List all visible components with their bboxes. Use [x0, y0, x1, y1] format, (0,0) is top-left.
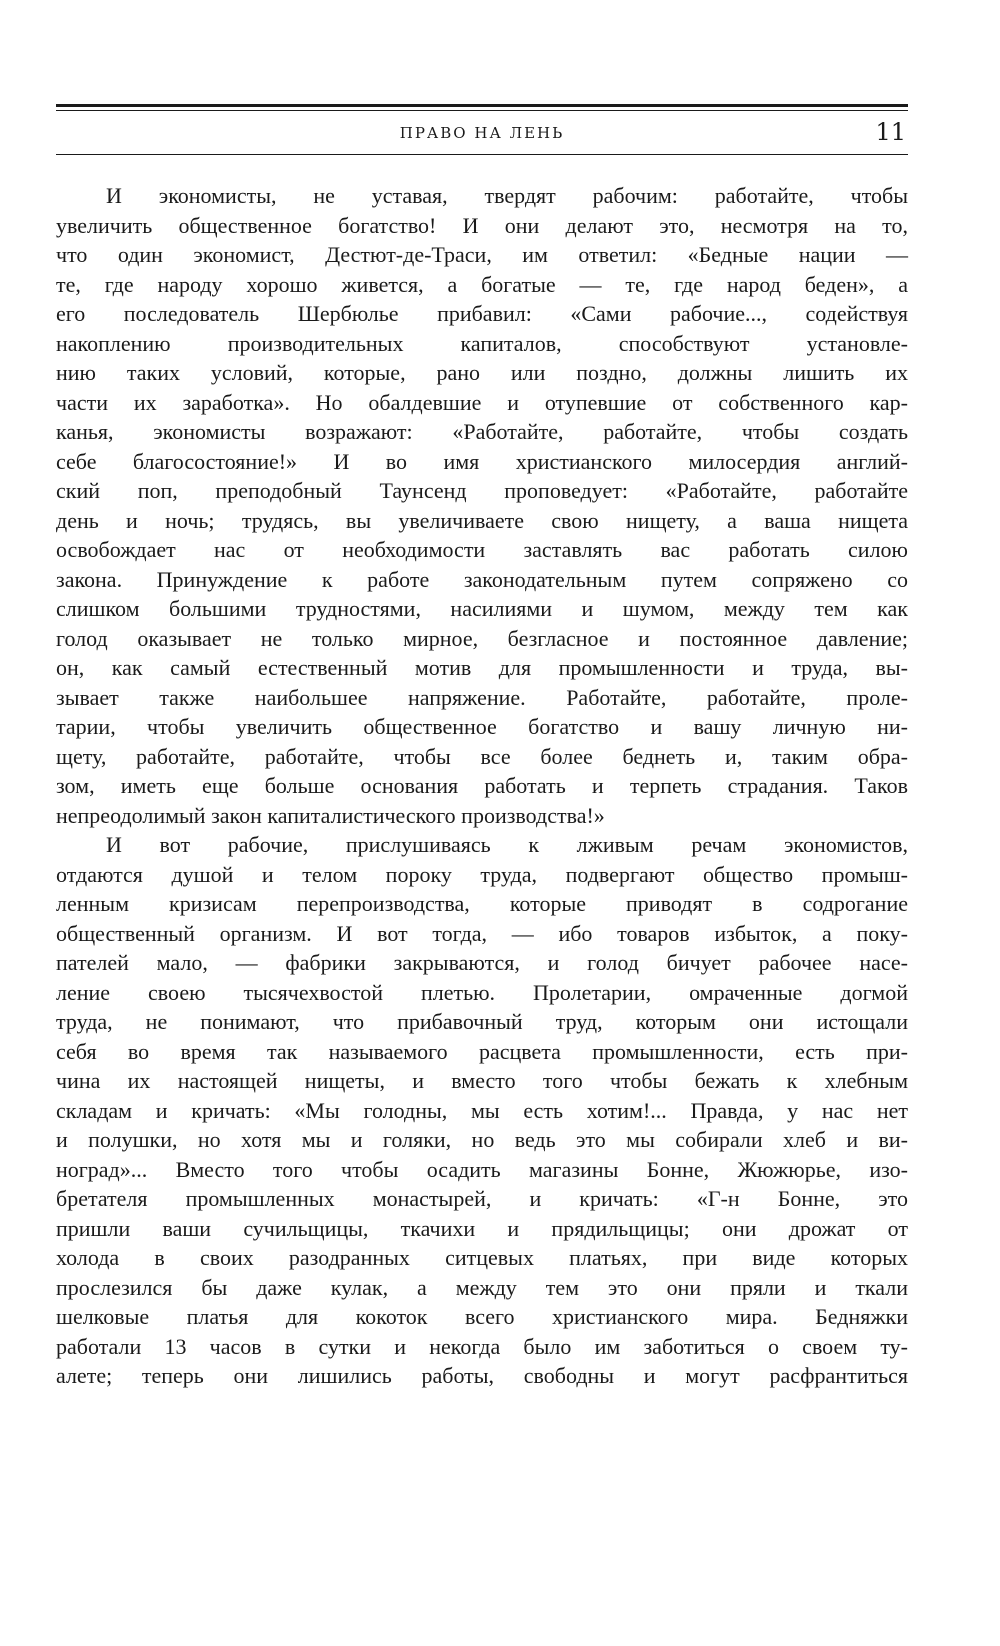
- text-line: ление своею тысячехвостой плетью. Пролетарии, омраченные догмой: [56, 979, 908, 1005]
- text-line: труда, не понимают, что прибавочный труд, которым они истощали: [56, 1009, 908, 1034]
- text-line: тарии, чтобы увеличить общественное богатство и вашу личную ни-: [56, 714, 908, 739]
- text-line: что один экономист, Дестют-де-Траси, им ответил: «Бедные нации —: [56, 242, 908, 267]
- header-rule-bottom: [56, 154, 908, 155]
- text-line: пришли ваши сучильщицы, ткачихи и прядильщицы; они дрожат от: [56, 1215, 908, 1241]
- page-header: [56, 120, 908, 156]
- text-line: зом, иметь еще больше основания работать и терпеть страдания. Таков: [56, 773, 908, 798]
- text-line: нию таких условий, которые, рано или поздно, должны лишить их: [56, 360, 908, 385]
- text-line: слишком большими трудностями, насилиями и шумом, между тем как: [56, 596, 908, 621]
- text-line: шелковые платья для кокоток всего христианского мира. Бедняжки: [56, 1304, 908, 1329]
- text-line: чина их настоящей нищеты, и вместо того чтобы бежать к хлебным: [56, 1068, 908, 1093]
- text-line: пателей мало, — фабрики закрываются, и голод бичует рабочее насе-: [56, 950, 908, 975]
- text-line: голод оказывает не только мирное, безгласное и постоянное давление;: [56, 625, 908, 651]
- text-line: части их заработка». Но обалдевшие и отупевшие от собственного кар-: [56, 389, 908, 415]
- text-line: закона. Принуждение к работе законодательным путем сопряжено со: [56, 566, 908, 592]
- text-line: себя во время так называемого расцвета промышленности, есть при-: [56, 1038, 908, 1064]
- text-line: ленным кризисам перепроизводства, которые приводят в содрогание: [56, 891, 908, 916]
- text-line: увеличить общественное богатство! И они делают это, несмотря на то,: [56, 212, 908, 238]
- text-line: холода в своих разодранных ситцевых платьях, при виде которых: [56, 1245, 908, 1270]
- text-line: отдаются душой и телом пороку труда, подвергают общество промыш-: [56, 861, 908, 887]
- paragraph-1: [56, 181, 908, 830]
- text-line: ноград»... Вместо того чтобы осадить магазины Бонне, Жюжюрье, изо-: [56, 1156, 908, 1182]
- text-line: те, где народу хорошо живется, а богатые — те, где народ беден», а: [56, 271, 908, 297]
- text-line: щету, работайте, работайте, чтобы все более беднеть и, таким обра-: [56, 743, 908, 769]
- body-text: [56, 181, 908, 1391]
- text-line: складам и кричать: «Мы голодны, мы есть хотим!... Правда, у нас нет: [56, 1097, 908, 1123]
- text-line: общественный организм. И вот тогда, — ибо товаров избыток, а поку-: [56, 920, 908, 946]
- text-line: И вот рабочие, прислушиваясь к лживым речам экономистов,: [106, 832, 908, 857]
- text-line: ский поп, преподобный Таунсенд проповедует: «Работайте, работайте: [56, 478, 908, 503]
- text-line: И экономисты, не уставая, твердят рабочим: работайте, чтобы: [106, 183, 908, 208]
- text-line: канья, экономисты возражают: «Работайте, работайте, чтобы создать: [56, 419, 908, 444]
- text-line: алете; теперь они лишились работы, свободны и могут расфрантиться: [56, 1363, 908, 1388]
- text-line: зывает также наибольшее напряжение. Работайте, работайте, проле-: [56, 684, 908, 710]
- header-rule-thick: [56, 104, 908, 107]
- running-title: ПРАВО НА ЛЕНЬ: [399, 124, 565, 142]
- header-rule-thin: [56, 110, 908, 111]
- text-line: себе благосостояние!» И во имя христианского милосердия англий-: [56, 448, 908, 474]
- text-line: бретателя промышленных монастырей, и кричать: «Г-н Бонне, это: [56, 1186, 908, 1211]
- text-line: работали 13 часов в сутки и некогда было им заботиться о своем ту-: [56, 1333, 908, 1359]
- text-line: накоплению производительных капиталов, способствуют установле-: [56, 330, 908, 356]
- text-line: его последователь Шербюлье прибавил: «Сами рабочие..., содействуя: [56, 301, 908, 326]
- text-line: и полушки, но хотя мы и голяки, но ведь это мы собирали хлеб и ви-: [56, 1127, 908, 1152]
- text-line: он, как самый естественный мотив для промышленности и труда, вы-: [56, 655, 908, 680]
- text-line: прослезился бы даже кулак, а между тем это они пряли и ткали: [56, 1274, 908, 1300]
- text-line: освобождает нас от необходимости заставлять вас работать силою: [56, 537, 908, 562]
- page-number: 11: [875, 118, 906, 146]
- text-line: непреодолимый закон капиталистического производства!»: [56, 802, 605, 828]
- paragraph-2: [56, 830, 908, 1391]
- text-line: день и ночь; трудясь, вы увеличиваете свою нищету, а ваша нищета: [56, 507, 908, 533]
